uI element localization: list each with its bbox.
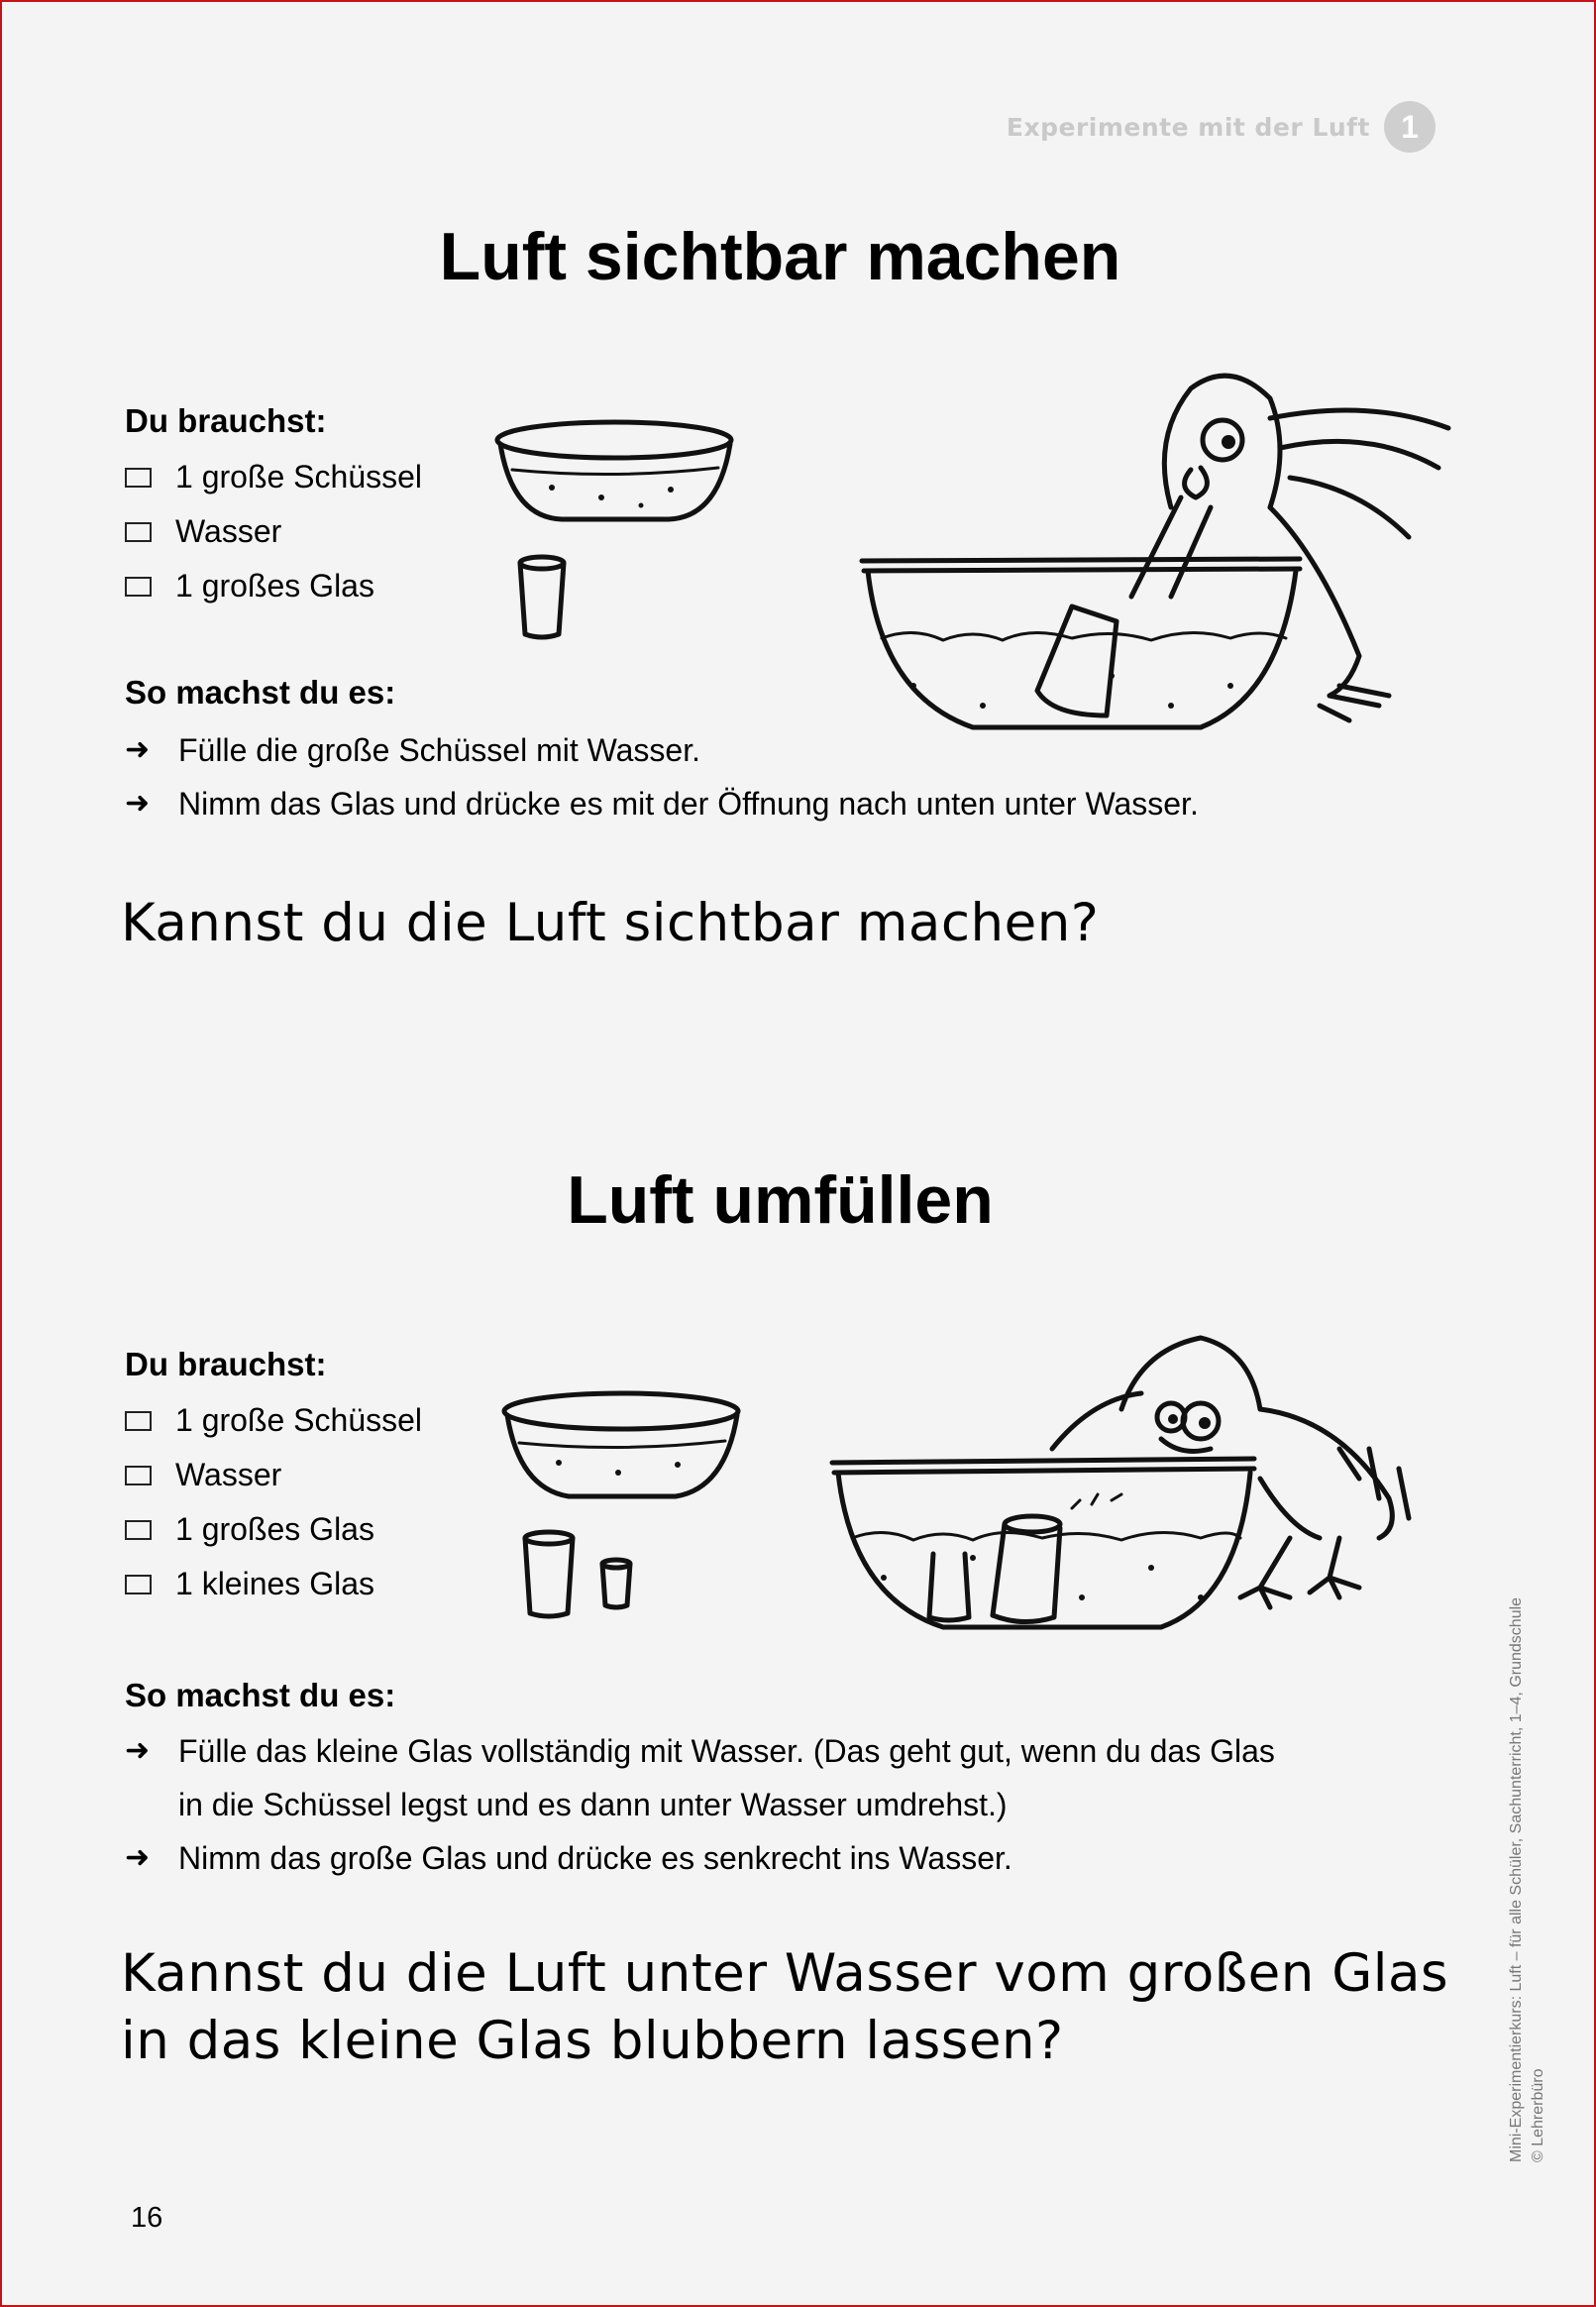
section-1-steps-label: So machst du es: [125,674,396,711]
section-2-steps [125,1724,1275,1885]
chapter-header [1007,101,1436,153]
checkbox-icon[interactable] [125,1575,152,1594]
copyright-credit [1506,1597,1549,2162]
step-text: in die Schüssel legst und es dann unter Wasser umdrehst.) [178,1787,1008,1822]
section-1-title: Luft sichtbar machen [439,219,1121,294]
arrow-right-icon: ➜ [125,1734,151,1767]
section-1-needs-label: Du brauchst: [125,402,327,439]
question-line: Kannst du die Luft sichtbar machen? [121,893,1100,953]
material-item [125,1448,422,1502]
step-item [125,1831,1275,1885]
material-label: 1 großes Glas [175,568,374,604]
material-item [125,1502,422,1557]
step-item-continuation [125,1778,1275,1831]
section-1-question [121,890,1099,957]
material-item [125,1557,422,1611]
arrow-right-icon: ➜ [125,733,151,766]
section-2-title: Luft umfüllen [567,1162,994,1238]
material-label: 1 großes Glas [175,1511,374,1547]
material-item [125,504,422,559]
question-line: in das kleine Glas blubbern lassen? [121,2011,1064,2071]
section-2-question [121,1940,1448,2075]
material-label: 1 große Schüssel [175,459,423,494]
chapter-title: Experimente mit der Luft [1006,112,1370,142]
step-text: Fülle die große Schüssel mit Wasser. [178,732,700,768]
bird-tub-two-glasses-illustration [824,1330,1458,1667]
step-text: Nimm das Glas und drücke es mit der Öffnung nach unten unter Wasser. [178,786,1199,822]
page-number: 16 [131,2202,163,2234]
credit-line: © Lehrerbüro [1530,2068,1546,2162]
step-text: Nimm das große Glas und drücke es senkrecht ins Wasser. [178,1840,1012,1876]
step-text: Fülle das kleine Glas vollständig mit Wasser. (Das geht gut, wenn du das Glas [178,1733,1275,1769]
section-1-steps [125,723,1199,830]
checkbox-icon[interactable] [125,1520,152,1540]
step-item [125,723,1199,777]
section-2-materials-list [125,1393,422,1611]
checkbox-icon[interactable] [125,577,152,597]
checkbox-icon[interactable] [125,1466,152,1485]
checkbox-icon[interactable] [125,468,152,488]
checkbox-icon[interactable] [125,1411,152,1431]
arrow-right-icon: ➜ [125,787,151,820]
section-2-steps-label: So machst du es: [125,1677,396,1713]
section-1-materials-list [125,450,422,613]
material-label: 1 große Schüssel [175,1402,423,1438]
credit-line: Mini-Experimentierkurs: Luft – für alle Schüler, Sachunterricht, 1–4, Grundschule [1508,1596,1525,2162]
arrow-right-icon: ➜ [125,1841,151,1874]
bowl-and-glasses-illustration [499,1389,747,1627]
bird-tub-illustration [854,359,1468,755]
material-label: 1 kleines Glas [175,1566,374,1601]
material-item [125,559,422,613]
chapter-number-badge: 1 [1384,101,1436,153]
question-line: Kannst du die Luft unter Wasser vom großen Glas [121,1943,1449,2004]
material-label: Wasser [175,1457,282,1492]
material-label: Wasser [175,513,282,549]
bowl-and-glass-illustration [492,418,740,646]
section-2-needs-label: Du brauchst: [125,1346,327,1382]
material-item [125,450,422,504]
material-item [125,1393,422,1448]
step-item [125,777,1199,830]
checkbox-icon[interactable] [125,522,152,542]
step-item [125,1724,1275,1778]
